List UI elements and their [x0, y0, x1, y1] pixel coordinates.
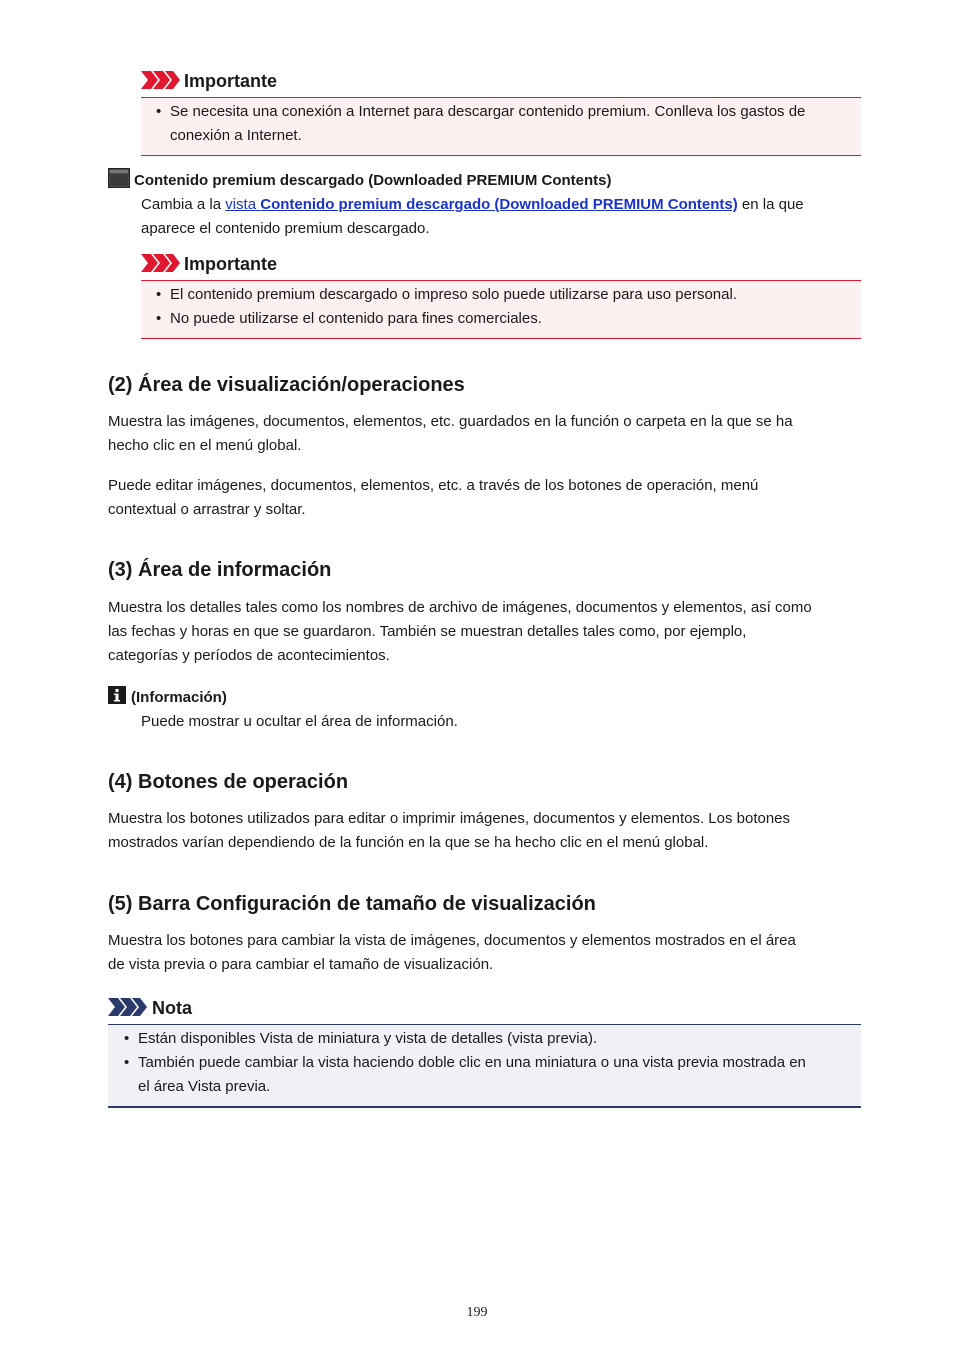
list-item: • Se necesita una conexión a Internet para descargar contenido premium. Conlleva los gastos de conexión a Internet. — [156, 103, 806, 144]
important-title: Importante — [184, 71, 278, 91]
list-item: • El contenido premium descargado o impreso solo puede utilizarse para uso personal. — [156, 286, 737, 303]
list-item: • No puede utilizarse el contenido para fines comerciales. — [156, 310, 542, 327]
paragraph: Muestra los botones utilizados para editar o imprimir imágenes, documentos y elementos. Los botones mostrados varían dependiendo de la función en la que se ha hecho clic en el menú global. — [108, 810, 791, 851]
info-description: Puede mostrar u ocultar el área de información. — [141, 713, 458, 730]
paragraph: Muestra los botones para cambiar la vista de imágenes, documentos y elementos mostrados en el área de vista previa o para cambiar el tamaño de visualización. — [108, 932, 796, 973]
note-arrows-icon — [108, 998, 148, 1016]
list-item: • Están disponibles Vista de miniatura y vista de detalles (vista previa). — [124, 1030, 598, 1047]
downloaded-desc-line2: aparece el contenido premium descargado. — [141, 220, 430, 237]
paragraph: Muestra los detalles tales como los nombres de archivo de imágenes, documentos y elementos, así como las fechas y horas en que se guardaron. También se muestran detalles tales como, por ejemplo, categorías y períodos de acontecimientos. — [108, 599, 812, 664]
paragraph: Puede editar imágenes, documentos, elementos, etc. a través de los botones de operación, menú contextual o arrastrar y soltar. — [108, 477, 759, 518]
downloaded-view-link[interactable]: vista Contenido premium descargado (Downloaded PREMIUM Contents) — [225, 196, 738, 213]
section-heading: (4) Botones de operación — [108, 771, 349, 793]
info-label: (Información) — [131, 689, 227, 706]
important-arrows-icon — [141, 71, 181, 89]
folder-icon — [108, 168, 130, 188]
list-item: • También puede cambiar la vista haciendo doble clic en una miniatura o una vista previa mostrada en el área Vista previa. — [124, 1054, 806, 1095]
section-heading: (5) Barra Configuración de tamaño de visualización — [108, 893, 596, 915]
page-number: 199 — [466, 1305, 488, 1320]
note-title: Nota — [152, 998, 192, 1018]
downloaded-heading: Contenido premium descargado (Downloaded PREMIUM Contents) — [134, 172, 612, 189]
paragraph: Muestra las imágenes, documentos, elementos, etc. guardados en la función o carpeta en la que se ha hecho clic en el menú global. — [108, 413, 793, 454]
section-heading: (2) Área de visualización/operaciones — [108, 374, 465, 396]
section-heading: (3) Área de información — [108, 559, 332, 581]
important-title: Importante — [184, 254, 278, 274]
info-icon — [108, 686, 126, 704]
downloaded-desc-line1: Cambia a la vista Contenido premium descargado (Downloaded PREMIUM Contents) en la que — [141, 196, 804, 213]
important-arrows-icon — [141, 254, 181, 272]
